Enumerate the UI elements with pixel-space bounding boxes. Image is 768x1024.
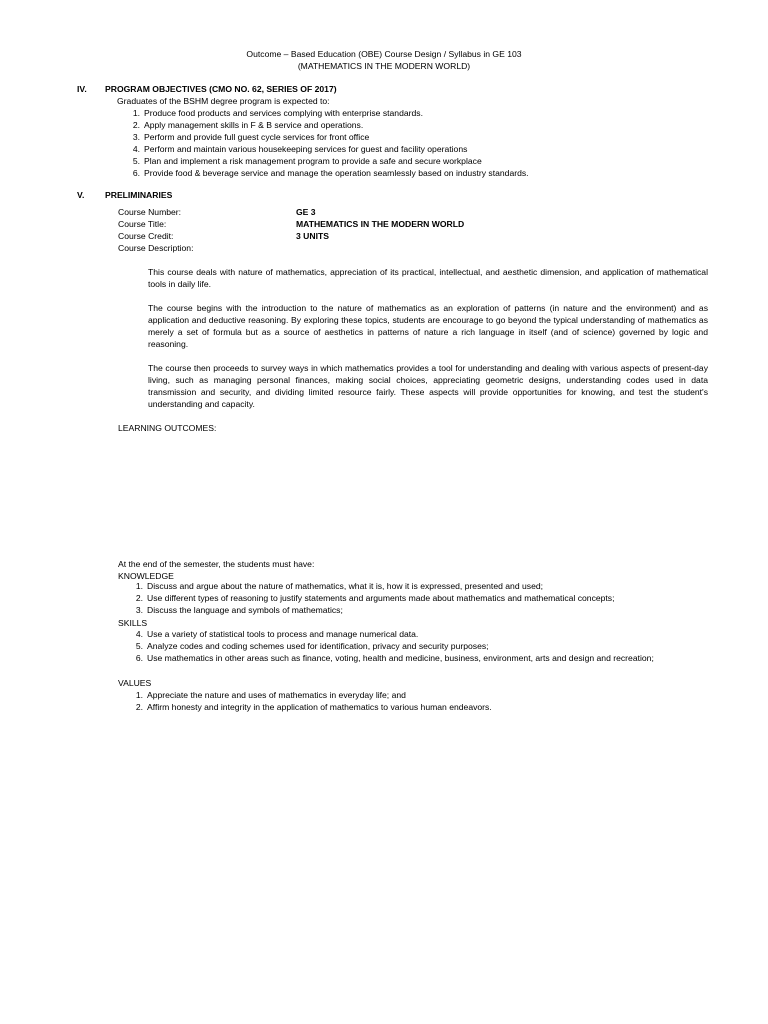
learning-outcomes-intro: At the end of the semester, the students must have:: [118, 559, 315, 569]
course-title-value: MATHEMATICS IN THE MODERN WORLD: [296, 219, 465, 229]
section-iv-intro: Graduates of the BSHM degree program is expected to:: [117, 96, 330, 106]
section-v-heading: PRELIMINARIES: [105, 190, 173, 200]
document-title: Outcome – Based Education (OBE) Course Design / Syllabus in GE 103: [246, 49, 522, 59]
section-v-numeral: V.: [77, 190, 85, 200]
course-number-value: GE 3: [296, 207, 316, 217]
course-title-label: Course Title:: [118, 219, 167, 229]
description-paragraph-1: This course deals with nature of mathematics, appreciation of its practical, intellectual, and aesthetic dimension, and application of mathematical tools in daily life.: [148, 267, 708, 289]
course-credit-label: Course Credit:: [118, 231, 174, 241]
document-page: Outcome – Based Education (OBE) Course Design / Syllabus in GE 103 (MATHEMATICS IN THE MODERN WORLD) IV. PROGRAM OBJECTIVES (CMO NO. 62, SERIES OF 2017) Graduates of the BSHM degree program is expected to: 1. Produce food products and services complying with enterprise standards. 2. Apply management skills in F & B service and operations. 3. Perform and provide full guest cycle services for front office 4. Perform and maintain various housekeeping services for guest and facility operations 5. Plan and implement a risk management program to provide a safe and secure workplace 6. Provide food & beverage service and manage the operation seamlessly based on industry standards. V. PRELIMINARIES Course Number: GE 3 Course Title: MATHEMATICS IN THE MODERN WORLD Course Credit: 3 UNITS Course Description: This course deals with nature of mathematics, appreciation of its practical, intellectual, and aesthetic dimension, and application of mathematical tools in daily life. The course begins with the introduction to the nature of mathematics as an exploration of patterns (in nature and the environment) and as application and deductive reasoning. By exploring these topics, students are encourage to go beyond the typical understanding of mathematics as merely a set of formula but as a source of aesthetics in patterns of nature a rich language in itself (and of science) governed by logic and reasoning. The course then proceeds to survey ways in which mathematics provides a tool for understanding and dealing with various aspects of present-day living, such as managing personal finances, making social choices, appreciating geometric designs, understanding codes used in data transmission and security, and dividing limited resource fairly. These aspects will provide opportunities for knowing, and test the student's understanding and capacity. LEARNING OUTCOMES: At the end of the semester, the students must have: KNOWLEDGE 1. Discuss and argue about the nature of mathematics, what it is, how it is expressed, presented and used; 2. Use different types of reasoning to justify statements and arguments made about mathematics and mathematical concepts; 3. Discuss the language and symbols of mathematics; SKILLS 4. Use a variety of statistical tools to process and manage numerical data. 5. Analyze codes and coding schemes used for identification, privacy and security purposes; 6. Use mathematics in other areas such as finance, voting, health and medicine, business, environment, arts and design and recreation; VALUES 1. Appreciate the nature and uses of mathematics in everyday life; and 2. Affirm honesty and integrity in the application of mathematics to various human endeavors.: [0, 0, 768, 1024]
description-paragraph-3: The course then proceeds to survey ways in which mathematics provides a tool for understanding and dealing with various aspects of present-day living, such as managing personal finances, making social choices, appreciating geometric designs, understanding codes used in data transmission and security, and dividing limited resource fairly. These aspects will provide opportunities for knowing, and test the student's understanding and capacity.: [148, 363, 708, 409]
course-number-label: Course Number:: [118, 207, 182, 217]
document-subtitle: (MATHEMATICS IN THE MODERN WORLD): [297, 61, 471, 71]
values-label: VALUES: [118, 678, 152, 688]
description-paragraph-2: The course begins with the introduction to the nature of mathematics as an exploration of patterns (in nature and the environment) and as application and deductive reasoning. By exploring these topics, students are encourage to go beyond the typical understanding of mathematics as merely a set of formula but as a source of aesthetics in patterns of nature a rich language in itself (and of science) governed by logic and reasoning.: [148, 303, 708, 349]
course-description-label: Course Description:: [118, 243, 194, 253]
course-credit-value: 3 UNITS: [296, 231, 329, 241]
learning-outcomes-heading: LEARNING OUTCOMES:: [118, 423, 217, 433]
section-iv-heading: PROGRAM OBJECTIVES (CMO NO. 62, SERIES OF 2017): [105, 84, 337, 94]
knowledge-label: KNOWLEDGE: [118, 571, 174, 581]
skills-label: SKILLS: [118, 618, 148, 628]
section-iv-numeral: IV.: [77, 84, 87, 94]
